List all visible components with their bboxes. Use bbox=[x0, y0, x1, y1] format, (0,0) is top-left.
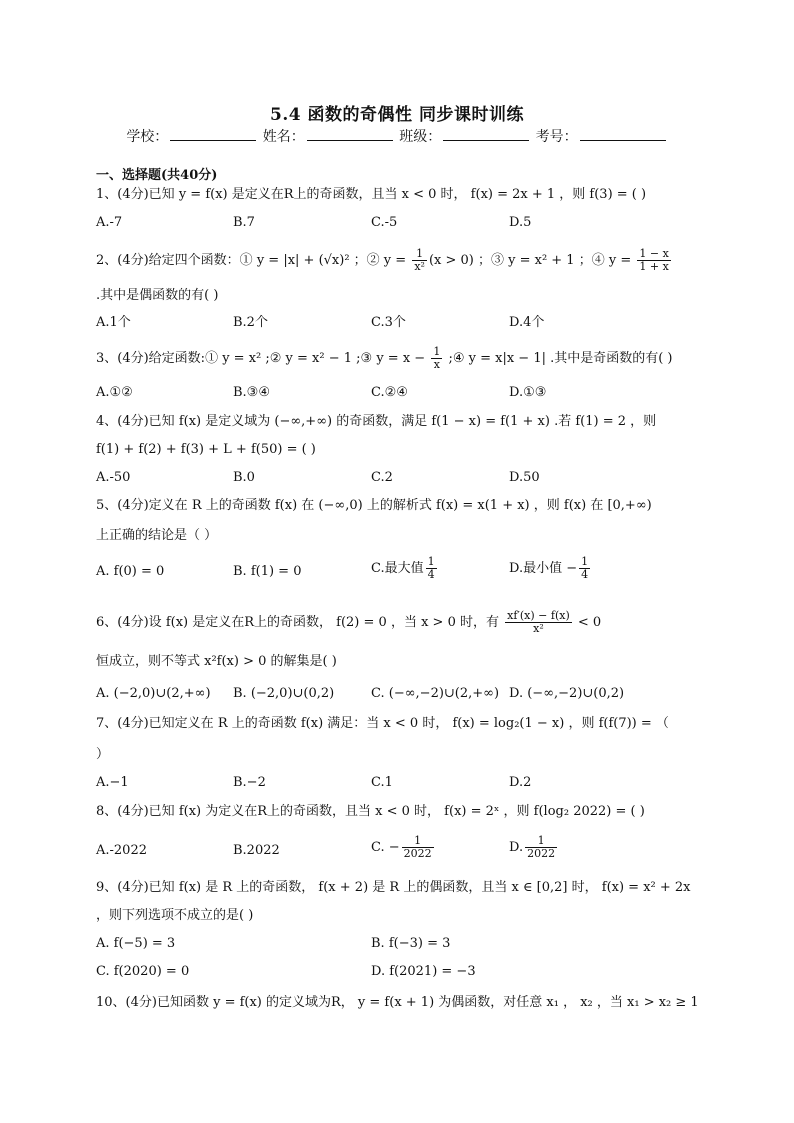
fraction-denominator: x² bbox=[414, 260, 425, 273]
question-8-option-b[interactable]: B.2022 bbox=[233, 843, 280, 858]
question-3-text-a: 3、(4分)给定函数:① y = x² ;② y = x² − 1 ;③ y = x − bbox=[96, 351, 430, 366]
question-7-option-c[interactable]: C.1 bbox=[371, 775, 393, 790]
option-d-fraction bbox=[525, 835, 557, 860]
option-c-fraction bbox=[402, 835, 434, 860]
question-8-option-d[interactable] bbox=[509, 835, 559, 860]
question-2-option-c[interactable]: C.3个 bbox=[371, 315, 406, 330]
question-2-stem bbox=[96, 248, 696, 273]
fraction-numerator: 1 bbox=[402, 835, 434, 848]
fraction-numerator: 1 bbox=[581, 555, 589, 568]
fraction-denominator: x² bbox=[533, 622, 544, 635]
question-9-option-a[interactable]: A. f(−5) = 3 bbox=[96, 936, 176, 951]
fraction-denominator: 4 bbox=[427, 568, 435, 581]
question-3-option-c[interactable]: C.②④ bbox=[371, 385, 408, 400]
question-9-option-b[interactable]: B. f(−3) = 3 bbox=[371, 936, 451, 951]
student-info-line bbox=[0, 126, 794, 146]
question-6-stem-line2: 恒成立，则不等式 x²f(x) > 0 的解集是( ) bbox=[96, 654, 337, 669]
question-4-option-b[interactable]: B.0 bbox=[233, 470, 255, 485]
option-c-label: C. − bbox=[371, 840, 400, 855]
question-4-stem: 4、(4分)已知 f(x) 是定义域为 (−∞,+∞) 的奇函数，满足 f(1 − x) = f(1 + x) .若 f(1) = 2 ，则 bbox=[96, 414, 657, 429]
option-d-label: D.最小值 − bbox=[509, 561, 578, 576]
question-2-option-b[interactable]: B.2个 bbox=[233, 315, 268, 330]
fraction-numerator: xf′(x) − f(x) bbox=[507, 609, 570, 622]
question-3-stem bbox=[96, 346, 696, 371]
number-label: 考号： bbox=[535, 129, 578, 145]
question-7-option-b[interactable]: B.−2 bbox=[233, 775, 266, 790]
question-5-option-c[interactable] bbox=[371, 556, 439, 581]
option-d-label: D. bbox=[509, 840, 524, 855]
fraction-numerator: 1 − x bbox=[639, 247, 669, 260]
question-1-option-d[interactable]: D.5 bbox=[509, 215, 532, 230]
question-9-stem: 9、(4分)已知 f(x) 是 R 上的奇函数， f(x + 2) 是 R 上的偶函数，且当 x ∈ [0,2] 时， f(x) = x² + 2x bbox=[96, 880, 691, 895]
question-7-option-a[interactable]: A.−1 bbox=[96, 775, 129, 790]
question-5-option-b[interactable]: B. f(1) = 0 bbox=[233, 564, 302, 579]
fraction-denominator: 2022 bbox=[403, 847, 432, 860]
fraction-denominator: x bbox=[433, 358, 440, 371]
question-9-option-c[interactable]: C. f(2020) = 0 bbox=[96, 964, 190, 979]
question-3-option-d[interactable]: D.①③ bbox=[509, 385, 547, 400]
question-6-text-b: < 0 bbox=[573, 615, 602, 630]
question-2-stem-end: .其中是偶函数的有( ) bbox=[96, 288, 219, 303]
question-3-fraction bbox=[431, 346, 442, 371]
question-6-text-a: 6、(4分)设 f(x) 是定义在R上的奇函数， f(2) = 0 ，当 x > 0 时，有 bbox=[96, 615, 504, 630]
option-c-fraction bbox=[426, 556, 437, 581]
school-label: 学校： bbox=[126, 129, 169, 145]
question-4-stem-line2: f(1) + f(2) + f(3) + L + f(50) = ( ) bbox=[96, 442, 316, 457]
question-9-stem-line2: ，则下列选项不成立的是( ) bbox=[96, 908, 254, 923]
question-1-option-a[interactable]: A.-7 bbox=[96, 215, 123, 230]
question-8-stem: 8、(4分)已知 f(x) 为定义在R上的奇函数，且当 x < 0 时， f(x) = 2ˣ ，则 f(log₂ 2022) = ( ) bbox=[96, 804, 645, 819]
question-6-fraction bbox=[505, 610, 572, 635]
question-5-option-d[interactable] bbox=[509, 556, 592, 581]
question-8-option-a[interactable]: A.-2022 bbox=[96, 843, 147, 858]
question-2-option-a[interactable]: A.1个 bbox=[96, 315, 131, 330]
question-7-option-d[interactable]: D.2 bbox=[509, 775, 532, 790]
question-5-stem-line2: 上正确的结论是（ ） bbox=[96, 528, 218, 543]
name-field[interactable] bbox=[307, 126, 393, 141]
class-label: 班级： bbox=[399, 129, 442, 145]
question-9-option-d[interactable]: D. f(2021) = −3 bbox=[371, 964, 476, 979]
question-1-stem: 1、(4分)已知 y = f(x) 是定义在R上的奇函数，且当 x < 0 时， f(x) = 2x + 1 ，则 f(3) = ( ) bbox=[96, 187, 647, 202]
fraction-numerator: 1 bbox=[433, 345, 441, 358]
fraction-denominator: 1 + x bbox=[639, 260, 669, 273]
section-title: 一、选择题(共40分) bbox=[96, 168, 218, 183]
question-2-fraction-1 bbox=[412, 248, 427, 273]
question-6-option-d[interactable]: D. (−∞,−2)∪(0,2) bbox=[509, 686, 625, 701]
fraction-denominator: 2022 bbox=[527, 847, 556, 860]
page-title: 5.4 函数的奇偶性 同步课时训练 bbox=[270, 105, 524, 125]
question-1-option-b[interactable]: B.7 bbox=[233, 215, 255, 230]
number-field[interactable] bbox=[580, 126, 666, 141]
question-7-stem: 7、(4分)已知定义在 R 上的奇函数 f(x) 满足：当 x < 0 时， f(x) = log₂(1 − x) ，则 f(f(7)) = （ bbox=[96, 716, 669, 731]
question-3-option-a[interactable]: A.①② bbox=[96, 385, 133, 400]
question-3-option-b[interactable]: B.③④ bbox=[233, 385, 270, 400]
question-6-stem bbox=[96, 610, 696, 635]
question-6-option-b[interactable]: B. (−2,0)∪(0,2) bbox=[233, 686, 335, 701]
name-label: 姓名： bbox=[262, 129, 305, 145]
question-4-option-c[interactable]: C.2 bbox=[371, 470, 393, 485]
question-6-option-a[interactable]: A. (−2,0)∪(2,+∞) bbox=[96, 686, 211, 701]
option-c-label: C.最大值 bbox=[371, 561, 424, 576]
question-8-option-c[interactable] bbox=[371, 835, 436, 860]
question-1-option-c[interactable]: C.-5 bbox=[371, 215, 398, 230]
question-4-option-a[interactable]: A.-50 bbox=[96, 470, 131, 485]
question-3-text-b: ;④ y = x|x − 1| .其中是奇函数的有( ) bbox=[444, 351, 673, 366]
question-2-text-b: (x > 0) ；③ y = x² + 1 ；④ y = bbox=[428, 253, 636, 268]
question-7-stem-line2: ） bbox=[96, 747, 110, 762]
fraction-numerator: 1 bbox=[525, 835, 557, 848]
school-field[interactable] bbox=[170, 126, 256, 141]
question-6-option-c[interactable]: C. (−∞,−2)∪(2,+∞) bbox=[371, 686, 500, 701]
option-d-fraction bbox=[579, 556, 590, 581]
question-5-stem: 5、(4分)定义在 R 上的奇函数 f(x) 在 (−∞,0) 上的解析式 f(x) = x(1 + x) ，则 f(x) 在 [0,+∞) bbox=[96, 498, 652, 513]
question-2-fraction-2 bbox=[637, 248, 670, 273]
class-field[interactable] bbox=[443, 126, 529, 141]
question-2-text-a: 2、(4分)给定四个函数：① y = |x| + (√x)² ；② y = bbox=[96, 253, 411, 268]
fraction-numerator: 1 bbox=[412, 248, 427, 261]
fraction-denominator: 4 bbox=[581, 568, 589, 581]
question-2-option-d[interactable]: D.4个 bbox=[509, 315, 545, 330]
question-5-option-a[interactable]: A. f(0) = 0 bbox=[96, 564, 165, 579]
question-10-stem: 10、(4分)已知函数 y = f(x) 的定义域为R， y = f(x + 1) 为偶函数，对任意 x₁ ， x₂ ，当 x₁ > x₂ ≥ 1 bbox=[96, 995, 699, 1010]
question-4-option-d[interactable]: D.50 bbox=[509, 470, 540, 485]
fraction-numerator: 1 bbox=[427, 555, 435, 568]
